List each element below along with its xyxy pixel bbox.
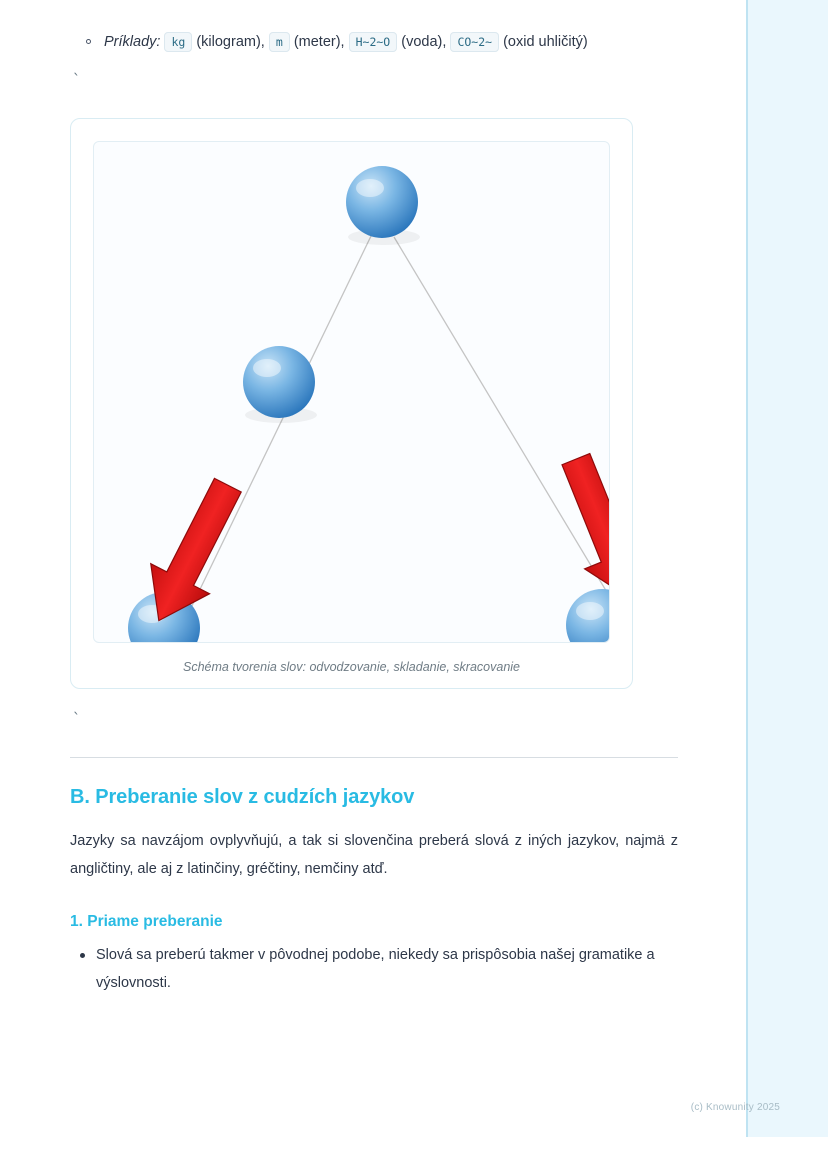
right-side-rail <box>746 0 828 1137</box>
figure-caption: Schéma tvorenia slov: odvodzovanie, skladanie, skracovanie <box>183 660 520 675</box>
node-bottom-right <box>566 589 610 642</box>
gloss-co2: (oxid uhličitý) <box>503 34 588 50</box>
code-chip-co2: CO~2~ <box>450 32 499 52</box>
examples-list <box>70 28 678 56</box>
gloss-kg: (kilogram), <box>196 34 265 50</box>
code-chip-h2o: H~2~O <box>349 32 398 52</box>
code-chip-m: m <box>269 32 290 52</box>
examples-label: Príklady: <box>104 34 161 50</box>
figure-card <box>70 118 633 689</box>
node-middle-left <box>243 346 317 423</box>
gloss-h2o: (voda), <box>401 34 447 50</box>
code-chip-kg: kg <box>164 32 192 52</box>
section-divider <box>70 757 678 758</box>
backtick-mark-second: ` <box>72 710 82 729</box>
link-right <box>394 237 610 604</box>
section-title: B. Preberanie slov z cudzích jazykov <box>70 786 415 809</box>
figure-canvas <box>93 141 610 643</box>
word-formation-diagram <box>94 142 610 642</box>
gloss-m: (meter), <box>293 34 345 50</box>
subsection-title: 1. Priame preberanie <box>70 913 223 931</box>
list-item: Slová sa preberú takmer v pôvodnej podobe, niekedy sa prispôsobia našej gramatike a výslovnosti. <box>96 941 678 997</box>
list-item <box>104 28 678 56</box>
backtick-mark-first: ` <box>72 71 82 90</box>
node-top <box>346 166 420 245</box>
arrow-right-icon <box>545 447 610 613</box>
footer-credit: (c) Knowunity 2025 <box>690 1102 780 1113</box>
subsection-bullet-list <box>70 941 678 997</box>
link-left <box>189 234 372 612</box>
section-paragraph: Jazyky sa navzájom ovplyvňujú, a tak si slovenčina preberá slová z iných jazykov, najmä z angličtiny, ale aj z latinčiny, gréčtiny, nemčiny atď. <box>70 833 678 878</box>
